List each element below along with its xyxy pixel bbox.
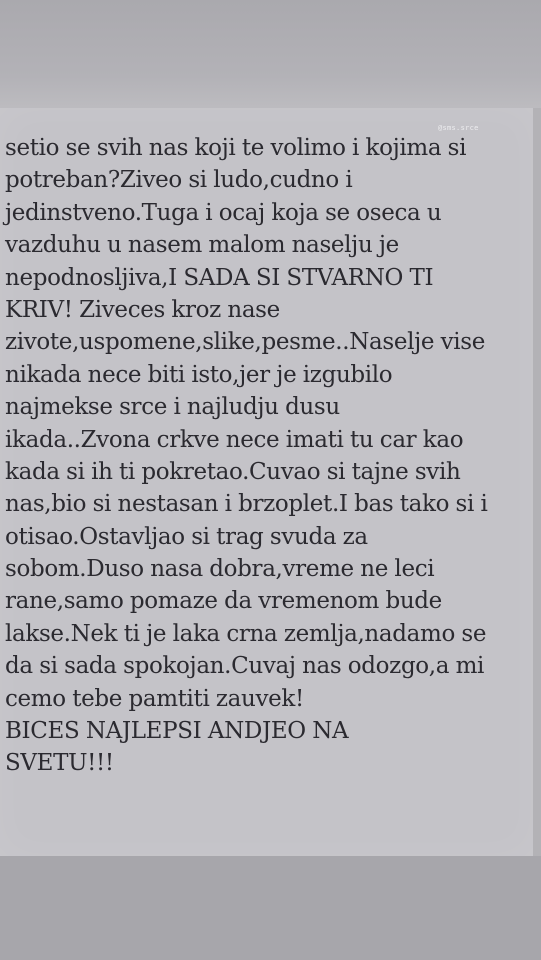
text-line: sobom.Duso nasa dobra,vreme ne leci <box>5 556 435 583</box>
watermark: @sms.srce <box>438 124 479 132</box>
text-line: da si sada spokojan.Cuvaj nas odozgo,a mi <box>5 653 485 680</box>
text-line: SVETU!!! <box>5 750 114 777</box>
text-line: najmekse srce i najludju dusu <box>5 394 340 421</box>
memorial-text <box>5 132 531 780</box>
text-line: setio se svih nas koji te volimo i kojima si <box>5 135 467 161</box>
text-line: nas,bio si nestasan i brzoplet.I bas tako si i <box>5 491 488 518</box>
top-background <box>0 0 541 110</box>
text-line: rane,samo pomaze da vremenom bude <box>5 588 442 615</box>
text-line: zivote,uspomene,slike,pesme..Naselje vise <box>5 329 485 356</box>
text-line: nepodnosljiva,I SADA SI STVARNO TI <box>5 264 434 291</box>
text-line: cemo tebe pamtiti zauvek! <box>5 685 304 712</box>
text-line: jedinstveno.Tuga i ocaj koja se oseca u <box>5 199 442 226</box>
text-line: kada si ih ti pokretao.Cuvao si tajne svih <box>5 458 461 485</box>
bottom-background <box>0 856 541 960</box>
text-line: potreban?Ziveo si ludo,cudno i <box>5 167 353 194</box>
text-line: otisao.Ostavljao si trag svuda za <box>5 523 368 550</box>
text-line: nikada nece biti isto,jer je izgubilo <box>5 361 393 388</box>
card-right-edge <box>533 108 541 856</box>
text-line: KRIV! Ziveces kroz nase <box>5 296 280 323</box>
text-line: BICES NAJLEPSI ANDJEO NA <box>5 718 349 745</box>
text-line: lakse.Nek ti je laka crna zemlja,nadamo se <box>5 620 487 647</box>
text-line: ikada..Zvona crkve nece imati tu car kao <box>5 426 464 453</box>
text-line: vazduhu u nasem malom naselju je <box>5 232 399 259</box>
